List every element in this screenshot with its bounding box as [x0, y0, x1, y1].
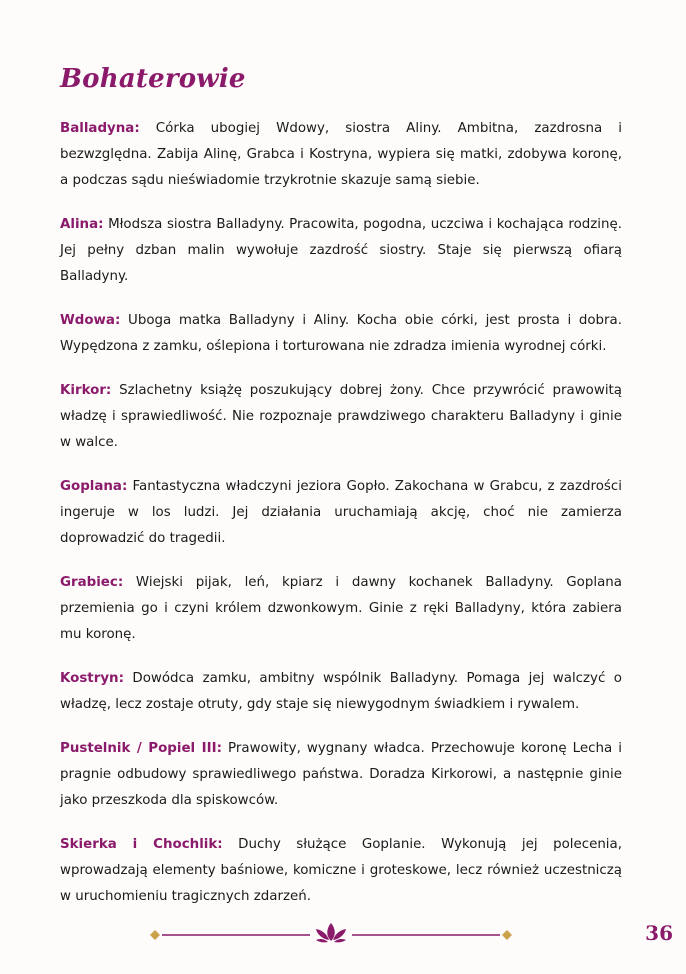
character-entry-kirkor — [60, 378, 622, 456]
left-diamond-icon — [150, 930, 160, 940]
character-description: Uboga matka Balladyny i Aliny. Kocha obie córki, jest prosta i dobra. Wypędzona z zamku, oślepiona i torturowana nie zdradza imienia wyrodnej córki. — [60, 313, 623, 354]
page-number: 36 — [645, 921, 673, 945]
character-entry-kostryn — [60, 666, 622, 718]
character-name: Pustelnik / Popiel III: — [60, 741, 222, 756]
character-description: Prawowity, wygnany władca. Przechowuje koronę Lecha i pragnie odbudowy sprawiedliwego państwa. Doradza Kirkorowi, a następnie ginie jako przeszkoda dla spiskowców. — [60, 741, 622, 808]
right-diamond-icon — [502, 930, 512, 940]
character-name: Skierka i Chochlik: — [60, 837, 223, 852]
character-entry-pustelnik — [60, 736, 622, 814]
character-description: Fantastyczna władczyni jeziora Gopło. Zakochana w Grabcu, z zazdrości ingeruje w los ludzi. Jej działania uruchamiają akcję, choć nie zamierza doprowadzić do tragedii. — [60, 479, 622, 546]
character-description: Wiejski pijak, leń, kpiarz i dawny kochanek Balladyny. Goplana przemienia go i czyni królem dzwonkowym. Ginie z ręki Balladyny, która zabiera mu koronę. — [60, 575, 622, 642]
character-name: Goplana: — [60, 479, 128, 494]
character-name: Kostryn: — [60, 671, 124, 686]
character-entry-grabiec — [60, 570, 622, 648]
character-entry-skierka-chochlik — [60, 832, 622, 910]
character-name: Alina: — [60, 217, 104, 232]
character-description: Dowódca zamku, ambitny wspólnik Balladyny. Pomaga jej walczyć o władzę, lecz zostaje otruty, gdy staje się niewygodnym świadkiem i rywalem. — [60, 671, 622, 712]
character-entry-alina — [60, 212, 622, 290]
character-name: Kirkor: — [60, 383, 112, 398]
character-description: Córka ubogiej Wdowy, siostra Aliny. Ambitna, zazdrosna i bezwzględna. Zabija Alinę, Grabca i Kostryna, wypiera się matki, zdobywa koronę, a podczas sądu nieświadomie trzykrotnie skazuje samą siebie. — [60, 121, 622, 188]
character-entry-wdowa — [60, 308, 622, 360]
character-list — [60, 116, 622, 928]
character-description: Szlachetny książę poszukujący dobrej żony. Chce przywrócić prawowitą władzę i sprawiedliwość. Nie rozpoznaje prawdziwego charakteru Balladyny i ginie w walce. — [60, 383, 622, 450]
character-entry-goplana — [60, 474, 622, 552]
character-description: Duchy służące Goplanie. Wykonują jej polecenia, wprowadzają elementy baśniowe, komiczne i groteskowe, lecz również uczestniczą w uruchomieniu tragicznych zdarzeń. — [60, 837, 622, 904]
lotus-flower-icon — [316, 923, 346, 942]
character-description: Młodsza siostra Balladyny. Pracowita, pogodna, uczciwa i kochająca rodzinę. Jej pełny dzban malin wywołuje zazdrość siostry. Staje się pierwszą ofiarą Balladyny. — [60, 217, 622, 284]
character-name: Balladyna: — [60, 121, 140, 136]
page-title: Bohaterowie — [60, 64, 246, 94]
character-name: Wdowa: — [60, 313, 121, 328]
footer-ornament — [148, 920, 514, 948]
character-name: Grabiec: — [60, 575, 124, 590]
character-entry-balladyna — [60, 116, 622, 194]
